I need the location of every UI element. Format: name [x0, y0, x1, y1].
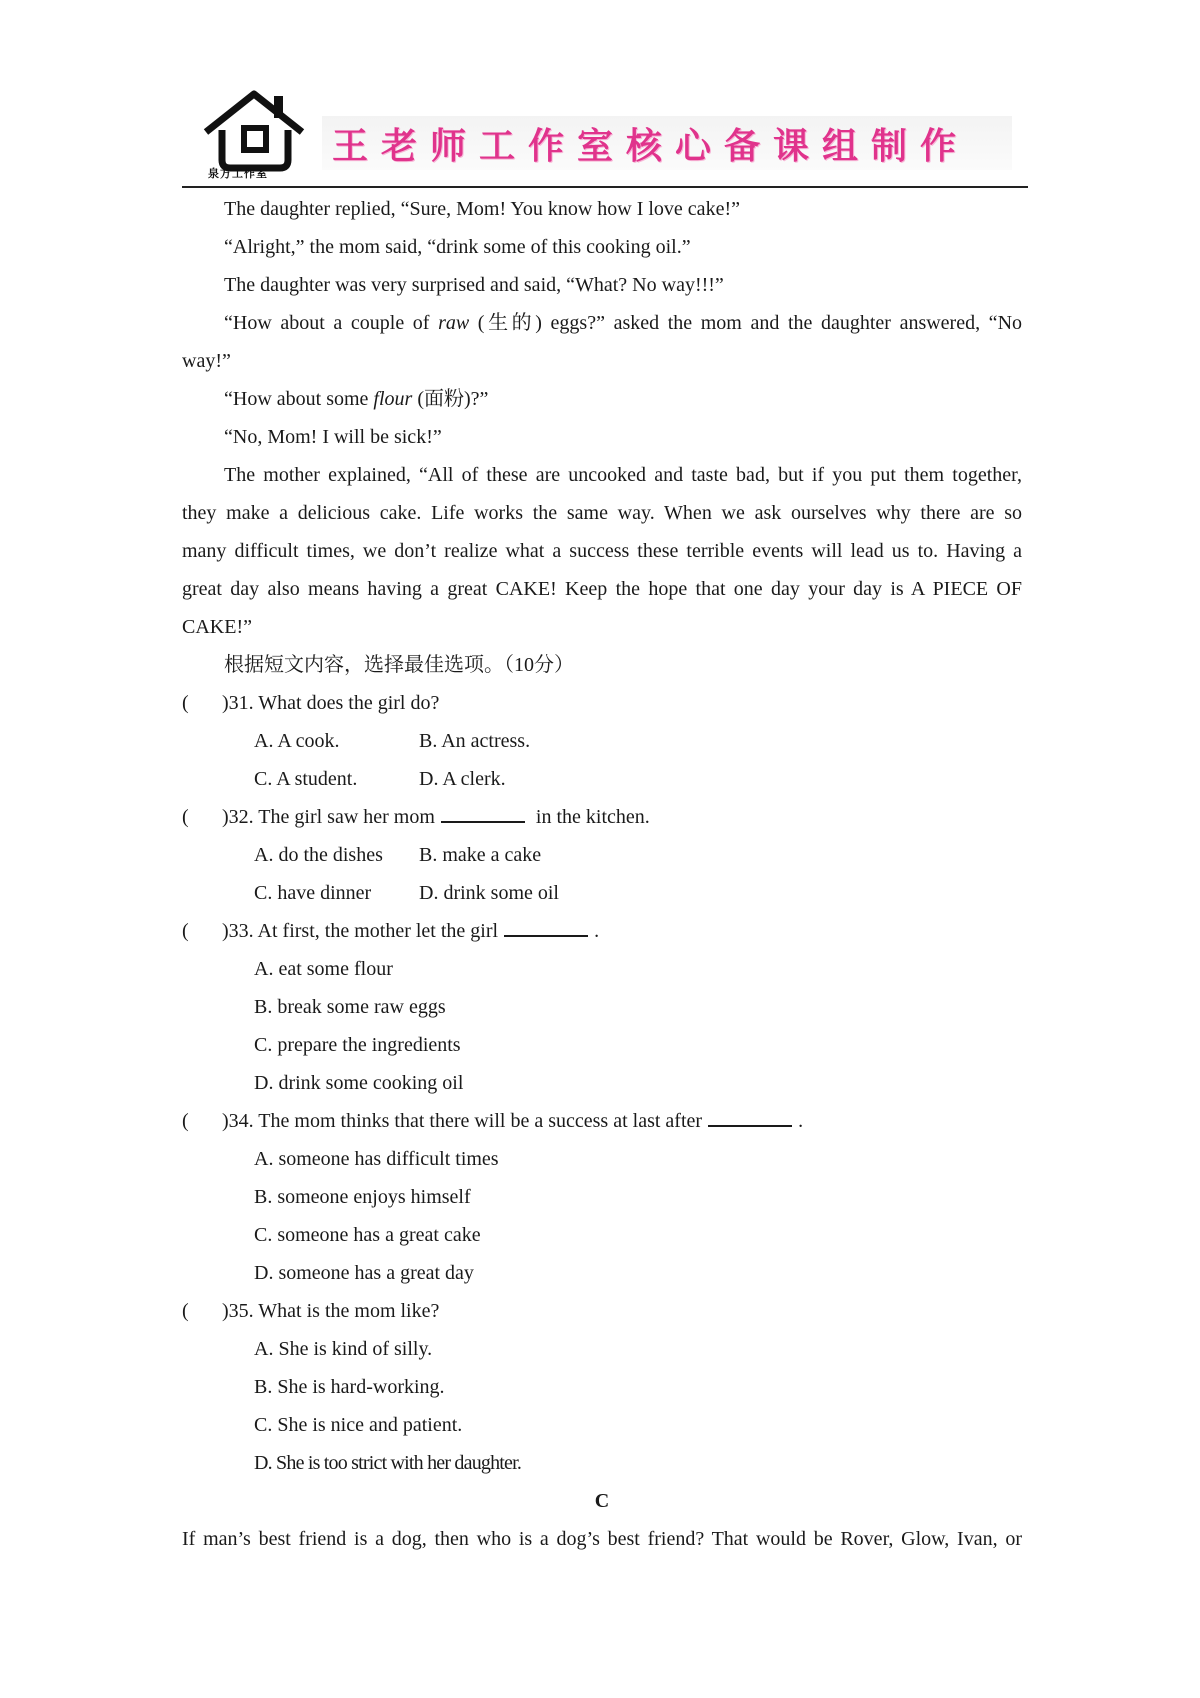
answer-paren: ( [182, 1300, 189, 1322]
option-b: B. An actress. [419, 730, 531, 752]
logo-caption: 泉方工作室 [208, 167, 268, 180]
option-b: B. make a cake [419, 844, 542, 866]
question-text [222, 798, 650, 836]
text-span: “How about a couple of [224, 312, 439, 334]
question-33 [182, 912, 1022, 950]
option-d: D. drink some oil [419, 882, 559, 904]
passage-line: many difficult times, we don’t realize what a success these terrible events will lead us to. Having a [182, 540, 1022, 562]
option-b: B. break some raw eggs [254, 996, 446, 1018]
options-row [182, 874, 1022, 912]
answer-paren: ( [182, 692, 189, 714]
passage-paragraph [182, 380, 1022, 418]
option-a: A. A cook. [254, 730, 340, 752]
option-b: B. someone enjoys himself [254, 1186, 471, 1208]
text-span: in the kitchen. [535, 806, 650, 828]
option-d: D. She is too strict with her daughter. [254, 1452, 522, 1474]
question-text: )35. What is the mom like? [222, 1300, 440, 1322]
option-d: D. A clerk. [419, 768, 506, 790]
question-text [222, 912, 599, 950]
option-c: C. She is nice and patient. [254, 1414, 463, 1436]
header-divider [182, 186, 1028, 188]
passage-line: The mother explained, “All of these are uncooked and taste bad, but if you put them together, [224, 464, 1022, 486]
passage-paragraph: The daughter was very surprised and said, “What? No way!!!” [224, 274, 724, 296]
answer-blank [441, 799, 525, 823]
question-32 [182, 798, 1022, 836]
answer-paren: ( [182, 806, 189, 828]
text-span: )33. At first, the mother let the girl [222, 920, 499, 942]
option-d: D. drink some cooking oil [254, 1072, 464, 1094]
text-span: (面粉)?” [412, 388, 489, 410]
page-content [182, 190, 1022, 1558]
passage-line: CAKE!” [182, 616, 252, 638]
passage-paragraph [182, 304, 1022, 342]
option-c: C. prepare the ingredients [254, 1034, 461, 1056]
text-span: (生的) eggs?” asked the mom and the daughter answered, “No [469, 312, 1023, 334]
text-span: )32. The girl saw her mom [222, 806, 435, 828]
answer-blank [504, 913, 588, 937]
question-34 [182, 1102, 1022, 1140]
question-31 [182, 684, 1022, 722]
passage-paragraph: “Alright,” the mom said, “drink some of this cooking oil.” [224, 236, 691, 258]
question-text [222, 1102, 803, 1140]
option-a: A. eat some flour [254, 958, 393, 980]
option-a: A. someone has difficult times [254, 1148, 499, 1170]
answer-paren: ( [182, 1110, 189, 1132]
passage-line: way!” [182, 350, 231, 372]
banner-text: 王老师工作室核心备课组制作 [332, 126, 970, 167]
passage-line: If man’s best friend is a dog, then who is a dog’s best friend? That would be Rover, Glow, Ivan, or [182, 1528, 1022, 1550]
passage-paragraph: “No, Mom! I will be sick!” [224, 426, 442, 448]
option-c: C. A student. [254, 768, 358, 790]
answer-blank [708, 1103, 792, 1127]
option-d: D. someone has a great day [254, 1262, 474, 1284]
section-title: C [594, 1490, 610, 1512]
question-text: )31. What does the girl do? [222, 692, 440, 714]
passage-paragraph: The daughter replied, “Sure, Mom! You know how I love cake!” [224, 198, 740, 220]
text-span: . [798, 1110, 804, 1132]
options-row [182, 722, 1022, 760]
italic-word: raw [438, 312, 470, 334]
question-35 [182, 1292, 1022, 1330]
option-c: C. have dinner [254, 882, 372, 904]
page-header [182, 80, 1028, 188]
option-b: B. She is hard-working. [254, 1376, 445, 1398]
options-row [182, 760, 1022, 798]
option-c: C. someone has a great cake [254, 1224, 481, 1246]
passage-line: they make a delicious cake. Life works the same way. When we ask ourselves why there are so [182, 502, 1022, 524]
answer-paren: ( [182, 920, 189, 942]
option-a: A. She is kind of silly. [254, 1338, 433, 1360]
italic-word: flour [373, 388, 413, 410]
options-row [182, 836, 1022, 874]
text-span: )34. The mom thinks that there will be a success at last after [222, 1110, 703, 1132]
option-a: A. do the dishes [254, 844, 383, 866]
text-span: “How about some [224, 388, 374, 410]
passage-line: great day also means having a great CAKE! Keep the hope that one day your day is A PIECE OF [182, 578, 1022, 600]
instruction-text: 根据短文内容，选择最佳选项。（10分） [224, 654, 574, 676]
text-span: . [594, 920, 600, 942]
